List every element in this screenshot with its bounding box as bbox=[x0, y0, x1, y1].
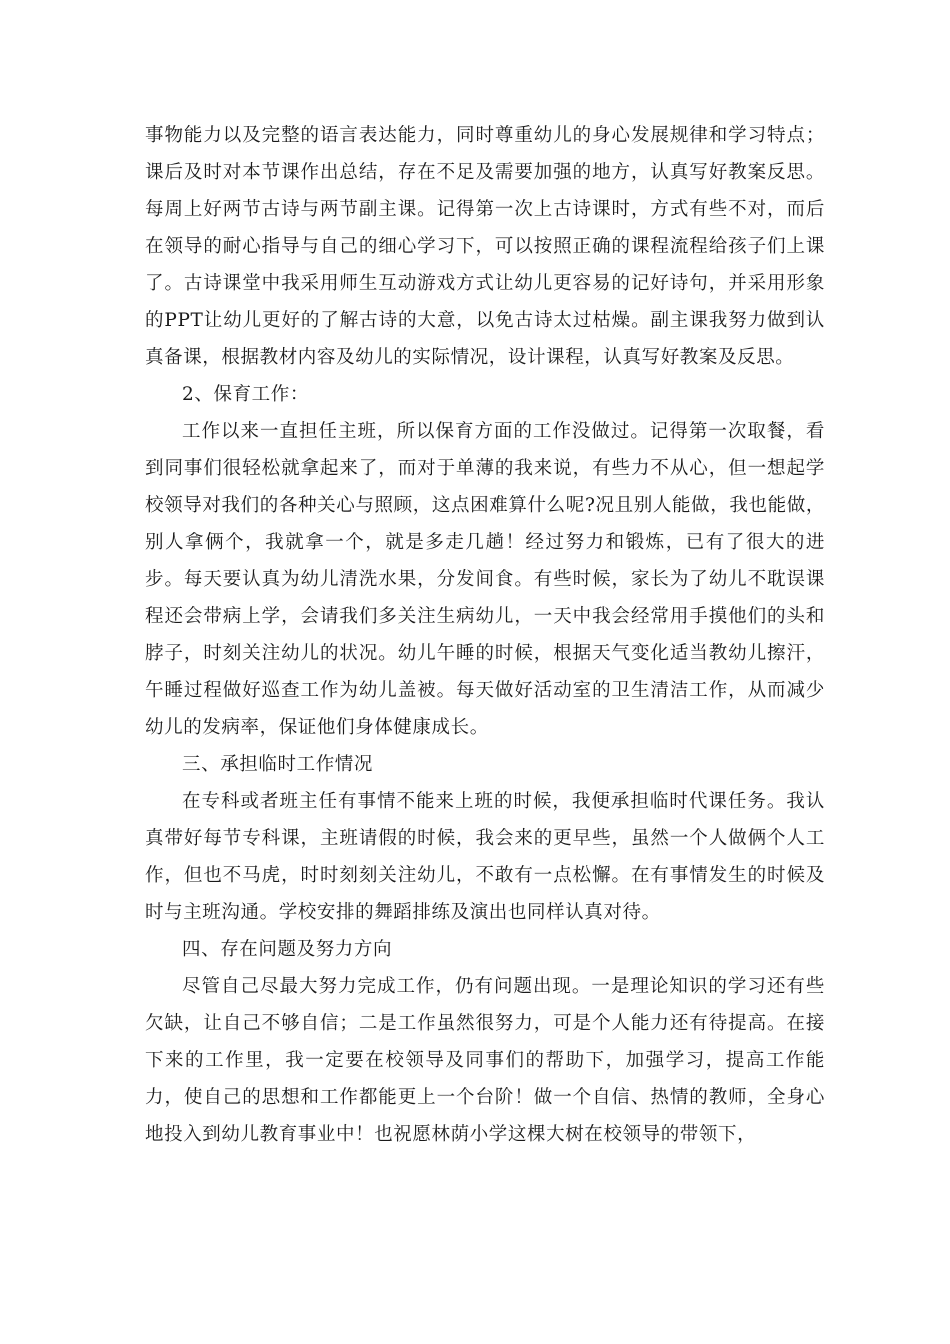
paragraph-problems-direction: 尽管自己尽最大努力完成工作，仍有问题出现。一是理论知识的学习还有些欠缺，让自己不够自信；二是工作虽然很努力，可是个人能力还有待提高。在接下来的工作里，我一定要在校领导及同事们的帮助下，加强学习，提高工作能力，使自己的思想和工作都能更上一个台阶！做一个自信、热情的教师，全身心地投入到幼儿教育事业中！也祝愿林荫小学这棵大树在校领导的带领下， bbox=[145, 976, 825, 1145]
heading-temporary-work: 三、承担临时工作情况 bbox=[182, 754, 374, 775]
paragraph-teaching-work: 事物能力以及完整的语言表达能力，同时尊重幼儿的身心发展规律和学习特点；课后及时对本节课作出总结，存在不足及需要加强的地方，认真写好教案反思。每周上好两节古诗与两节副主课。记得第一次上古诗课时，方式有些不对，而后在领导的耐心指导与自己的细心学习下，可以按照正确的课程流程给孩子们上课了。古诗课堂中我采用师生互动游戏方式让幼儿更容易的记好诗句，并采用形象的PPT让幼儿更好的了解古诗的大意，以免古诗太过枯燥。副主课我努力做到认真备课，根据教材内容及幼儿的实际情况，设计课程，认真写好教案及反思。 bbox=[145, 125, 825, 368]
heading-problems-direction: 四、存在问题及努力方向 bbox=[182, 939, 393, 960]
heading-care-work: 2、保育工作： bbox=[182, 384, 309, 405]
paragraph-care-work: 工作以来一直担任主班，所以保育方面的工作没做过。记得第一次取餐，看到同事们很轻松就拿起来了，而对于单薄的我来说，有些力不从心，但一想起学校领导对我们的各种关心与照顾，这点困难算什么呢?况且别人能做，我也能做，别人拿俩个，我就拿一个，就是多走几趟！经过努力和锻炼，已有了很大的进步。每天要认真为幼儿清洗水果，分发间食。有些时候，家长为了幼儿不耽误课程还会带病上学，会请我们多关注生病幼儿，一天中我会经常用手摸他们的头和脖子，时刻关注幼儿的状况。幼儿午睡的时候，根据天气变化适当教幼儿擦汗，午睡过程做好巡查工作为幼儿盖被。每天做好活动室的卫生清洁工作，从而减少幼儿的发病率，保证他们身体健康成长。 bbox=[145, 421, 825, 738]
paragraph-temporary-work: 在专科或者班主任有事情不能来上班的时候，我便承担临时代课任务。我认真带好每节专科课，主班请假的时候，我会来的更早些，虽然一个人做俩个人工作，但也不马虎，时时刻刻关注幼儿，不敢有一点松懈。在有事情发生的时候及时与主班沟通。学校安排的舞蹈排练及演出也同样认真对待。 bbox=[145, 791, 825, 923]
document-body bbox=[145, 117, 825, 1153]
